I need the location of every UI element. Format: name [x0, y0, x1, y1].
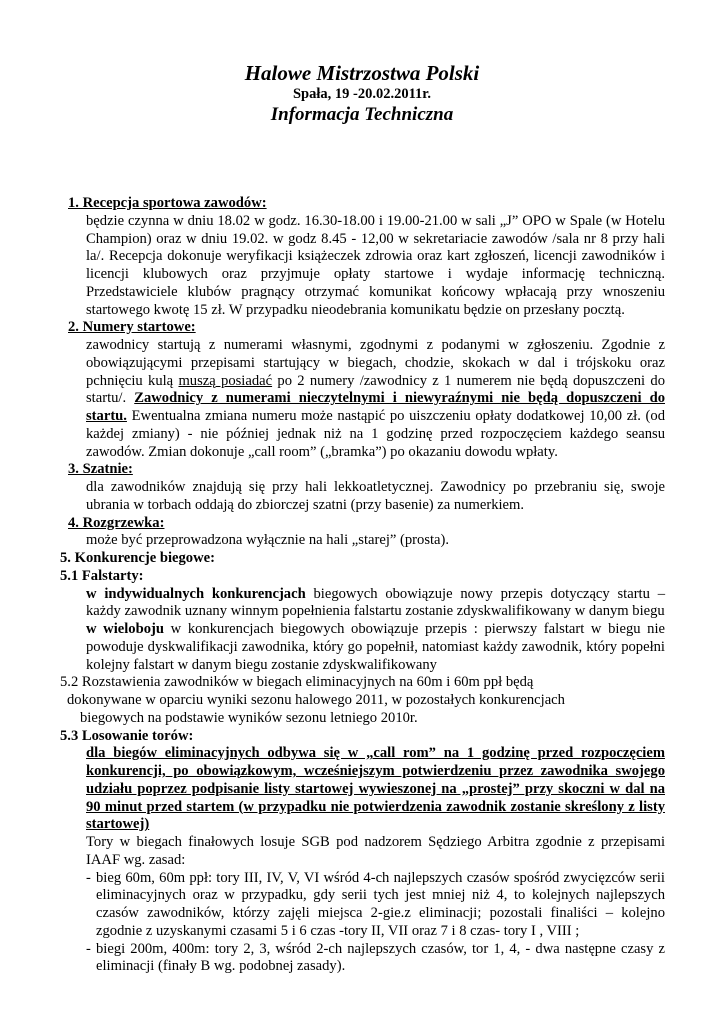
section-3-heading: 3. Szatnie:: [68, 461, 133, 478]
section-5-3-heading: 5.3 Losowanie torów:: [60, 727, 194, 744]
section-5-1-individual: [86, 586, 665, 622]
section-4-text: może być przeprowadzona wyłącznie na hali „starej” (prosta).: [86, 532, 450, 549]
section-5-3-bold-text: dla biegów eliminacyjnych odbywa się w „call rom” na 1 godzinę przed rozpoczęciem konkurencji, po obowiązkowym, wcześniejszym potwierdzeniu przez zawodnika swojego udziału poprzez podpisanie listy startowej wywieszonej na „prostej” przy skoczni w dal na 90 minut przed startem (w przypadku nie potwierdzenia zawodnik zostanie skreślony z listy startowej): [86, 745, 665, 833]
section-2-bold-rule: Zawodnicy z numerami nieczytelnymi i niewyraźnymi nie będą dopuszczeni do startu.: [86, 390, 665, 424]
section-4-heading: 4. Rozgrzewka:: [68, 514, 165, 531]
document-subtitle: Informacja Techniczna: [270, 104, 454, 125]
section-5-2-line-3: biegowych na podstawie wyników sezonu letniego 2010r.: [80, 709, 418, 726]
section-1-text: będzie czynna w dniu 18.02 w godz. 16.30-18.00 i 19.00-21.00 w sali „J” OPO w Spale (w Hotelu Champion) oraz w dniu 19.02. w godz 8.45 - 12,00 w sekretariacie zawodów /sala nr 8 przy hali la/. Recepcja dokonuje weryfikacji książeczek zdrowia oraz kart zgłoszeń, licencji zawodników i licencji klubowych oraz przyjmuje opłaty startowe i wydaje informację techniczną. Przedstawiciele klubów pragnący otrzymać komunikat końcowy wpłacają przy wnoszeniu startowego kwotę 15 zł. W przypadku nieodebrania komunikatu będzie on przesłany pocztą.: [86, 212, 665, 318]
section-1-heading: 1. Recepcja sportowa zawodów:: [68, 195, 267, 211]
section-5-1-individual-bold: w indywidualnych konkurencjach: [86, 585, 306, 602]
document-header: [0, 61, 724, 127]
bullet-dash: -: [86, 869, 91, 886]
document-body: [0, 195, 724, 976]
section-5-2-number: 5.2: [60, 674, 79, 691]
list-item-text: biegi 200m, 400m: tory 2, 3, wśród 2-ch najlepszych czasów, tor 1, 4, - dwa następne czasy z eliminacji (finały B wg. podobnej zasady).: [96, 940, 665, 975]
section-5-1-combined: [86, 621, 665, 674]
section-5-1-combined-text: w konkurencjach biegowych obowiązuje przepis : pierwszy falstart w biegu nie powoduje dyskwalifikacji zawodnika, który go popełnił, natomiast każdy zawodnik, który popełni kolejny falstart w danym biegu zostanie zdyskwalifikowany: [86, 621, 666, 673]
bullet-dash: -: [86, 940, 91, 957]
list-item: [86, 870, 665, 941]
section-2-text: [86, 337, 665, 461]
section-5-2-line-2: dokonywane w oparciu wyniki sezonu halowego 2011, w pozostałych konkurencjach: [67, 692, 565, 708]
section-5-2-line-1: [60, 674, 724, 692]
section-2-text-a: zawodnicy startują z numerami własnymi, zgodnymi z podanymi w zgłoszeniu. Zgodnie z obowiązującymi przepisami startujący w biegach, chodzie, skokach w dal i trójskoku oraz pchnięciu kulą: [86, 337, 665, 389]
document-title: Halowe Mistrzostwa Polski: [244, 61, 480, 85]
section-5-1-combined-bold: w wieloboju: [86, 621, 164, 637]
section-5-1-individual-text: biegowych obowiązuje nowy przepis dotyczący startu – każdy zawodnik uznany winnym popełnienia falstartu zostanie zdyskwalifikowany w danym biegu: [86, 585, 665, 620]
section-2-text-b: po 2 numery /zawodnicy z 1 numerem nie będą dopuszczeni do startu/.: [86, 372, 665, 407]
list-item-text: bieg 60m, 60m ppł: tory III, IV, V, VI wśród 4-ch najlepszych czasów spośród zwycięzców serii eliminacyjnych oraz w przypadku, gdy serii tych jest mniej niż 4, to kolejnych najlepszych czasów zawodników, którzy zajęli miejsca 2-gie.z eliminacji; pozostali finaliści – kolejno zgodnie z uzyskanymi czasami 5 i 6 czas -tory II, VII oraz 7 i 8 czas- tory I , VIII ;: [96, 869, 665, 939]
place-date: Spała, 19 -20.02.2011r.: [292, 86, 432, 102]
list-item: [86, 941, 665, 977]
section-3-text: dla zawodników znajdują się przy hali lekkoatletycznej. Zawodnicy po przebraniu się, swoje ubrania w torbach oddają do zbiorczej szatni (przy basenie) za numerkiem.: [86, 479, 665, 513]
section-5-heading: 5. Konkurencje biegowe:: [60, 550, 215, 566]
section-2-heading: 2. Numery startowe:: [68, 319, 196, 336]
section-5-2-text-1: Rozstawienia zawodników w biegach eliminacyjnych na 60m i 60m ppł będą: [81, 674, 534, 691]
section-5-1-heading: 5.1 Falstarty:: [60, 567, 144, 584]
section-2-text-c: Ewentualna zmiana numeru może nastąpić po uiszczeniu opłaty dodatkowej 10,00 zł. (od każdej zmiany) - nie później jednak niż na 1 godzinę przed rozpoczęciem każdego seansu zawodów. Zmian dokonuje „call room” („bramka”) po okazaniu dowodu wpłaty.: [86, 408, 665, 460]
section-2-must-have: muszą posiadać: [178, 372, 273, 389]
section-5-3-bold-rule: [86, 745, 665, 834]
section-5-3-text: Tory w biegach finałowych losuje SGB pod nadzorem Sędziego Arbitra zgodnie z przepisami IAAF wg. zasad:: [86, 834, 665, 868]
